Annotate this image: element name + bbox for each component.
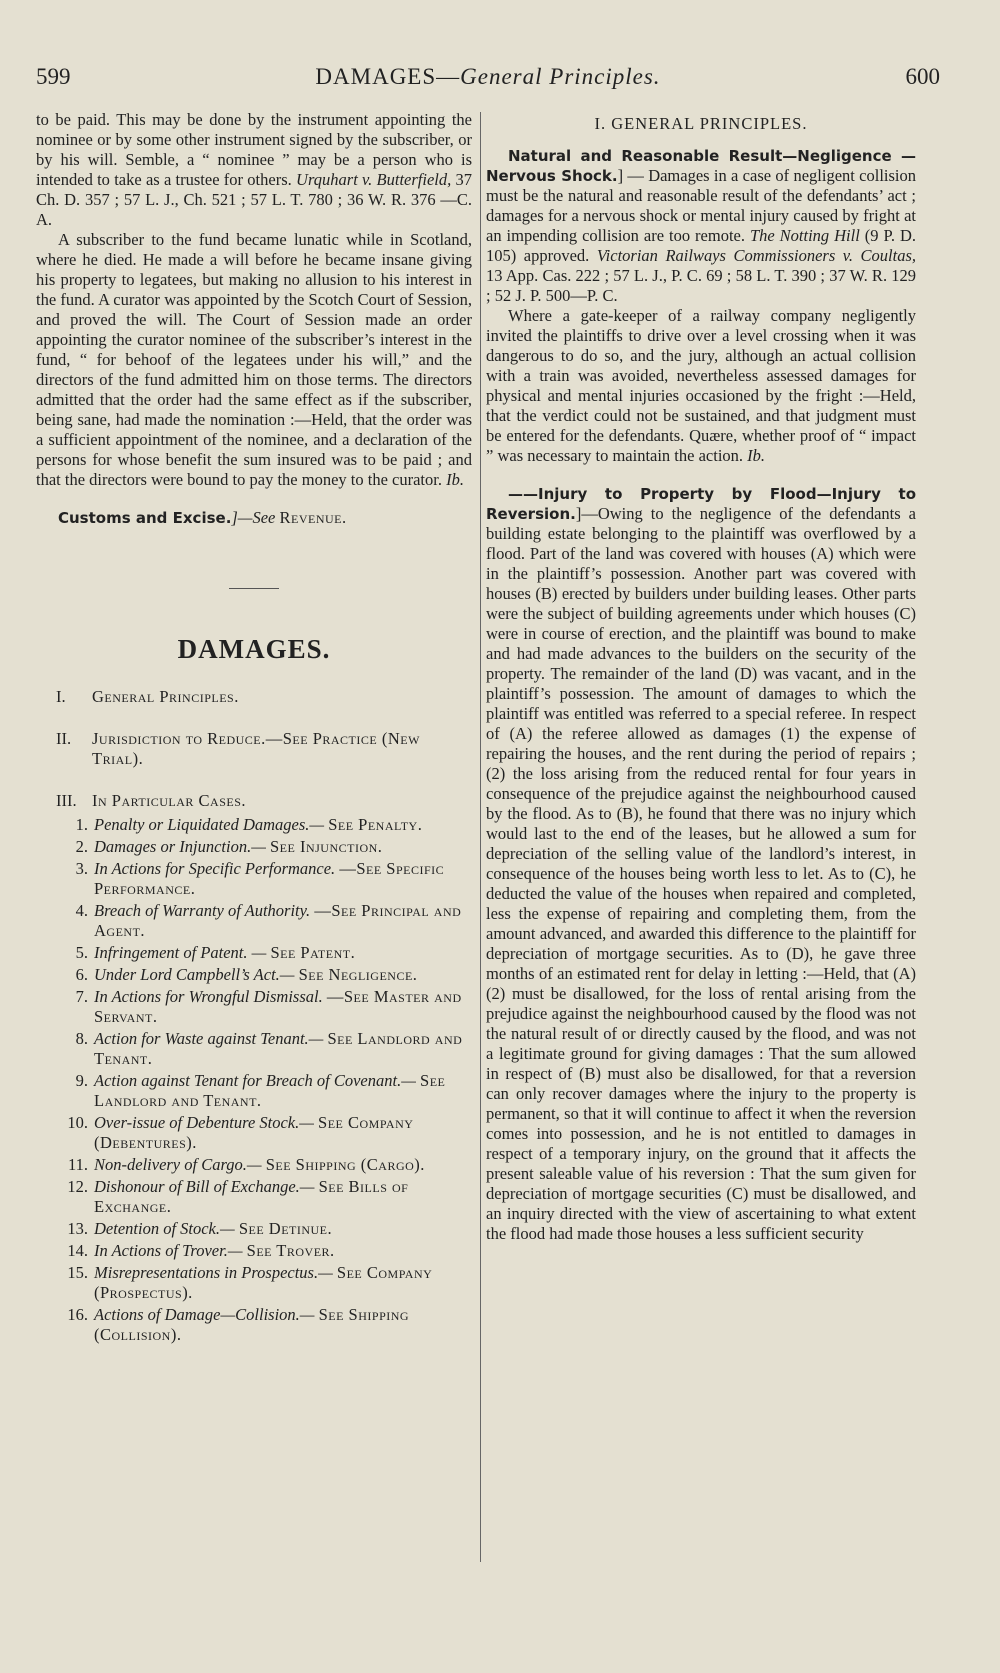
heading-flood: ——Injury to Property by Flood—Injury to Reversion. xyxy=(486,485,916,523)
sub-item: 7. In Actions for Wrongful Dismissal. —See Master and Servant. xyxy=(75,987,462,1026)
citation-urquhart: 37 Ch. D. 357 ; 57 L. J., Ch. 521 ; 57 L. T. 780 ; 36 W. R. 376 —C. A. xyxy=(36,170,473,229)
body-nervous-shock: ] — Damages in a case of negligent collision must be the natural and reasonable result of the defendants’ act ; damages for a nervous shock or mental injury caused by fright at an impending collision are too remote. xyxy=(486,166,916,245)
outline-text: Jurisdiction to Reduce.—See Practice (New Trial). xyxy=(92,729,420,768)
sub-item: 2. Damages or Injunction.— See Injunction. xyxy=(75,837,383,856)
ibid-left: Ib. xyxy=(446,470,464,489)
sub-item: 1. Penalty or Liquidated Damages.— See Penalty. xyxy=(75,815,423,834)
running-title xyxy=(36,64,940,90)
damages-outline xyxy=(36,687,472,1345)
citation-coultas: 13 App. Cas. 222 ; 57 L. J., P. C. 69 ; 58 L. T. 390 ; 37 W. R. 129 ; 52 J. P. 500—P. C. xyxy=(486,266,916,305)
page-number-right: 600 xyxy=(905,64,940,89)
right-column xyxy=(486,110,916,1244)
customs-heading: Customs and Excise. xyxy=(58,509,232,527)
paragraph-gate-keeper-text: Where a gate-keeper of a railway company negligently invited the plaintiffs to drive over a level crossing when it was dangerous to do so, and the jury, although an actual collision with a train was avoided, nevertheless assessed damages for physical and mental injuries occasioned by the fright :—Held, that the verdict could not be sustained, and that judgment must be entered for the defendants. Quære, whether proof of “ impact ” was necessary to maintain the action. xyxy=(486,306,916,465)
damages-title: DAMAGES. xyxy=(177,634,331,664)
paragraph-lunatic-subscriber xyxy=(36,230,472,490)
section-separator xyxy=(229,588,279,589)
outline-item xyxy=(36,729,472,769)
paragraph-nervous-shock xyxy=(486,146,916,306)
case-name-urquhart: Urquhart v. Butterfield, xyxy=(296,170,452,189)
citation-notting-hill: (9 P. D. 105) approved. xyxy=(486,226,916,265)
running-header xyxy=(36,64,940,96)
ibid-right: Ib. xyxy=(747,446,766,465)
sub-item: 11. Non-delivery of Cargo.— See Shipping (Cargo). xyxy=(67,1155,425,1174)
sub-item: 4. Breach of Warranty of Authority. —See Principal and Agent. xyxy=(75,901,462,940)
outline-item xyxy=(36,687,472,707)
sub-item: 13. Detention of Stock.— See Detinue. xyxy=(67,1219,333,1238)
customs-reference: Revenue. xyxy=(279,508,347,527)
running-title-main: DAMAGES— xyxy=(315,64,461,89)
paragraph-flood xyxy=(486,484,916,1244)
sub-item: 9. Action against Tenant for Breach of Covenant.— See Landlord and Tenant. xyxy=(75,1071,446,1110)
paragraph-gate-keeper xyxy=(486,306,916,466)
customs-entry xyxy=(36,508,472,528)
outline-text: General Principles. xyxy=(92,687,239,706)
sub-item: 6. Under Lord Campbell’s Act.— See Negligence. xyxy=(75,965,418,984)
particular-cases-list xyxy=(36,815,472,1345)
outline-number: II. xyxy=(56,729,72,748)
sub-item: 16. Actions of Damage—Collision.— See Shipping (Collision). xyxy=(67,1305,410,1344)
column-divider xyxy=(480,112,481,1562)
sub-item: 5. Infringement of Patent. — See Patent. xyxy=(75,943,356,962)
outline-number: I. xyxy=(56,687,66,706)
paragraph-nominee xyxy=(36,110,472,230)
case-notting-hill: The Notting Hill xyxy=(749,226,860,245)
sub-item: 15. Misrepresentations in Prospectus.— See Company (Prospectus). xyxy=(67,1263,433,1302)
sub-item: 14. In Actions of Trover.— See Trover. xyxy=(67,1241,335,1260)
customs-see: ]—See xyxy=(231,508,276,527)
sub-item: 3. In Actions for Specific Performance. —See Specific Performance. xyxy=(75,859,445,898)
sub-item: 8. Action for Waste against Tenant.— See Landlord and Tenant. xyxy=(75,1029,463,1068)
paragraph-lunatic-text: A subscriber to the fund became lunatic while in Scotland, where he died. He made a will before he became insane giving his property to legatees, but making no allusion to his interest in the fund. A curator was appointed by the Scotch Court of Session, and proved the will. The Court of Session made an order appointing the curator nominee of the subscriber’s interest in the fund, “ for behoof of the legatees under his will,” and the directors of the fund admitted him on those terms. The directors admitted that the order had the same effect as if the subscriber, being sane, had made the nomination :—Held, that the order was a sufficient appointment of the nominee, and a declaration of the persons for whose benefit the sum insured was to be paid ; and that the directors were bound to pay the money to the curator. xyxy=(36,230,472,489)
paragraph-nominee-text: to be paid. This may be done by the instrument appointing the nominee or by some other instrument signed by the subscriber, or by his will. Semble, a “ nominee ” may be a person who is intended to take as a trustee for others. xyxy=(36,110,472,189)
heading-nervous-shock: Natural and Reasonable Result—Negligence —Nervous Shock. xyxy=(486,147,916,185)
outline-text: In Particular Cases. xyxy=(92,791,247,810)
sub-item: 10. Over-issue of Debenture Stock.— See Company (Debentures). xyxy=(67,1113,414,1152)
section-heading-general-principles: I. GENERAL PRINCIPLES. xyxy=(594,114,808,133)
page-number-left: 599 xyxy=(36,64,71,89)
running-title-italic: General Principles. xyxy=(460,64,661,89)
outline-item xyxy=(36,791,472,811)
sub-item: 12. Dishonour of Bill of Exchange.— See Bills of Exchange. xyxy=(67,1177,409,1216)
body-flood: ]—Owing to the negligence of the defendants a building estate belonging to the plaintiff was overflowed by a flood. Part of the land was covered with houses (A) which were in the plaintiff’s possession. Another part was covered with houses (B) erected by builders under building leases. Other parts were the subject of building agreements under which houses (C) were in course of erection, and the plaintiff was bound to make and had made advances to the builders on the security of the property. The remainder of the land (D) was vacant, and in the plaintiff’s possession. The amount of damages to which the plaintiff was entitled was referred to a special referee. In respect of (A) the referee allowed as damages (1) the expense of repairing the houses, and the rent during the period of repairs ; (2) the loss arising from the reduced rental for four years in consequence of the prejudice against the neighbourhood caused by the flood. As to (B), he found that there was no injury which would last to the end of the leases, but he allowed a sum for depreciation of the selling value of the landlord’s interest, in consequence of the houses being worth less to let. As to (C), he deducted the value of the houses when repaired and completed, less the expense of repairing and completing them, from the amount advanced, and awarded this difference to the plaintiff for depreciation of mortgage securities. As to (D), he gave three months of an estimated rent for delay in letting :—Held, that (A) (2) must be disallowed, for the loss of rental arising from the prejudice against the neighbourhood caused by the flood was not the natural result of or directly caused by the flood, and was not a legitimate ground for giving damages : That the sum allowed in respect of (B) must also be disallowed, for that a reversion can only recover damages where the injury to the property is permanent, so that it will continue to affect it when the reversion comes into possession, and he is not entitled to damages in respect of a temporary injury, on the ground that it affects the present saleable value of his reversion : That the sum given for depreciation of mortgage securities (C) must be disallowed, and an inquiry directed with the view of ascertaining to what extent the flood had made those houses a less sufficient security xyxy=(486,504,916,1243)
outline-number: III. xyxy=(56,791,77,810)
case-coultas: Victorian Railways Commissioners v. Coultas, xyxy=(596,246,916,265)
left-column xyxy=(36,110,472,1345)
